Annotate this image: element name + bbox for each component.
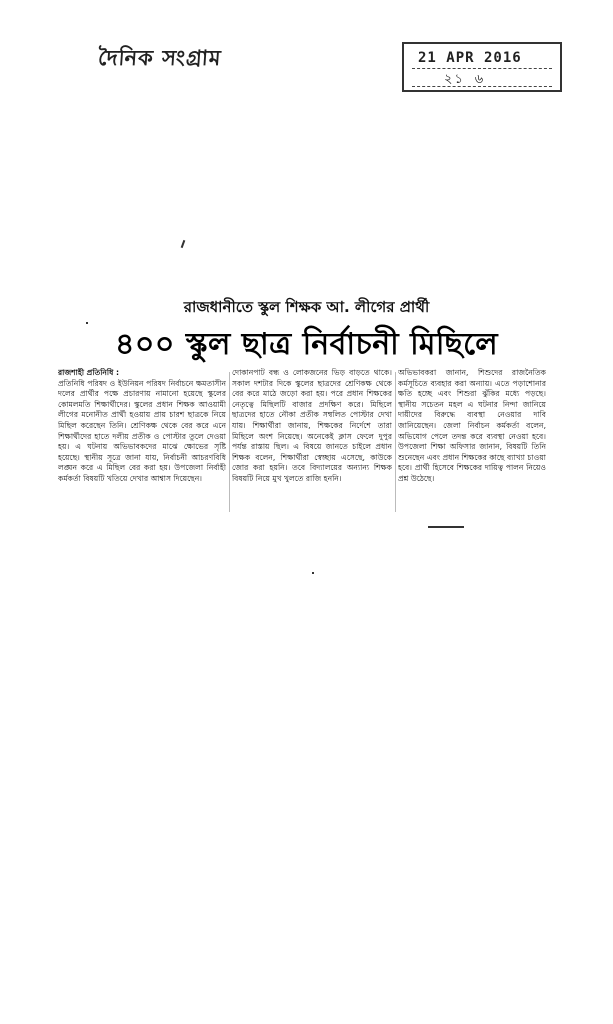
stamp-rule (412, 68, 552, 69)
date-stamp (402, 42, 562, 92)
article-column-3 (398, 368, 546, 520)
column-divider (395, 372, 396, 512)
article-subheadline: রাজধানীতে স্কুল শিক্ষক আ. লীগের প্রার্থী (183, 298, 430, 316)
article-paragraph: প্রতিনিধি পরিষদ ও ইউনিয়ন পরিষদ নির্বাচনে ক্ষমতাসীন দলের প্রার্থীর পক্ষে প্রচারণায় নামানো হয়েছে স্কুলের কোমলমতি শিক্ষার্থীদের। স্কুলের প্রধান শিক্ষক আওয়ামী লীগের মনোনীত প্রার্থী হওয়ায় প্রায় চারশ ছাত্রকে নিয়ে মিছিল করেছেন তিনি। শ্রেণিকক্ষ থেকে বের করে এনে শিক্ষার্থীদের হাতে দলীয় প্রতীক ও পোস্টার তুলে দেওয়া হয়। এ ঘটনায় অভিভাবকদের মাঝে ক্ষোভের সৃষ্টি হয়েছে। স্থানীয় সূত্রে জানা যায়, নির্বাচনী আচরণবিধি লঙ্ঘন করে এ মিছিল বের করা হয়। উপজেলা নির্বাহী কর্মকর্তা বিষয়টি খতিয়ে দেখার আশ্বাস দিয়েছেন। (58, 378, 226, 483)
scan-speck (181, 240, 186, 248)
article-column-2 (232, 368, 392, 520)
article-headline: ৪০০ স্কুল ছাত্র নির্বাচনী মিছিলে (114, 327, 499, 362)
newspaper-masthead: দৈনিক সংগ্রাম (97, 45, 223, 70)
stamp-date: 21 APR 2016 (418, 50, 522, 66)
article-paragraph: অভিভাবকরা জানান, শিশুদের রাজনৈতিক কর্মসূচিতে ব্যবহার করা অন্যায়। এতে পড়াশোনার ক্ষতি হচ্ছে এবং শিশুরা ঝুঁকির মধ্যে পড়ছে। স্থানীয় সচেতন মহল এ ঘটনার নিন্দা জানিয়ে দায়ীদের বিরুদ্ধে ব্যবস্থা নেওয়ার দাবি জানিয়েছেন। জেলা নির্বাচন কর্মকর্তা বলেন, অভিযোগ পেলে তদন্ত করে ব্যবস্থা নেওয়া হবে। উপজেলা শিক্ষা অফিসার জানান, বিষয়টি তিনি শুনেছেন এবং প্রধান শিক্ষকের কাছে ব্যাখ্যা চাওয়া হবে। প্রার্থী হিসেবে শিক্ষকের দায়িত্ব পালন নিয়েও প্রশ্ন উঠেছে। (398, 368, 546, 483)
column-divider (229, 372, 230, 512)
article-column-1 (58, 368, 226, 516)
article-end-mark (428, 526, 464, 528)
stamp-number: ২১ ৬ (444, 72, 486, 87)
article-paragraph: দোকানপাট বন্ধ ও লোকজনের ভিড় বাড়তে থাকে। সকাল দশটার দিকে স্কুলের ছাত্রদের শ্রেণিকক্ষ থেকে বের করে মাঠে জড়ো করা হয়। পরে প্রধান শিক্ষকের নেতৃত্বে মিছিলটি বাজার প্রদক্ষিণ করে। মিছিলে ছাত্রদের হাতে নৌকা প্রতীক সম্বলিত পোস্টার দেখা যায়। শিক্ষার্থীরা জানায়, শিক্ষকের নির্দেশে তারা মিছিলে অংশ নিয়েছে। অনেকেই ক্লাস ফেলে দুপুর পর্যন্ত রাস্তায় ছিল। এ বিষয়ে জানতে চাইলে প্রধান শিক্ষক বলেন, শিক্ষার্থীরা স্বেচ্ছায় এসেছে, কাউকে জোর করা হয়নি। তবে বিদ্যালয়ের অন্যান্য শিক্ষক বিষয়টি নিয়ে মুখ খুলতে রাজি হননি। (232, 368, 392, 483)
article-byline: রাজশাহী প্রতিনিধি : (58, 368, 120, 377)
scan-speck (312, 572, 314, 574)
